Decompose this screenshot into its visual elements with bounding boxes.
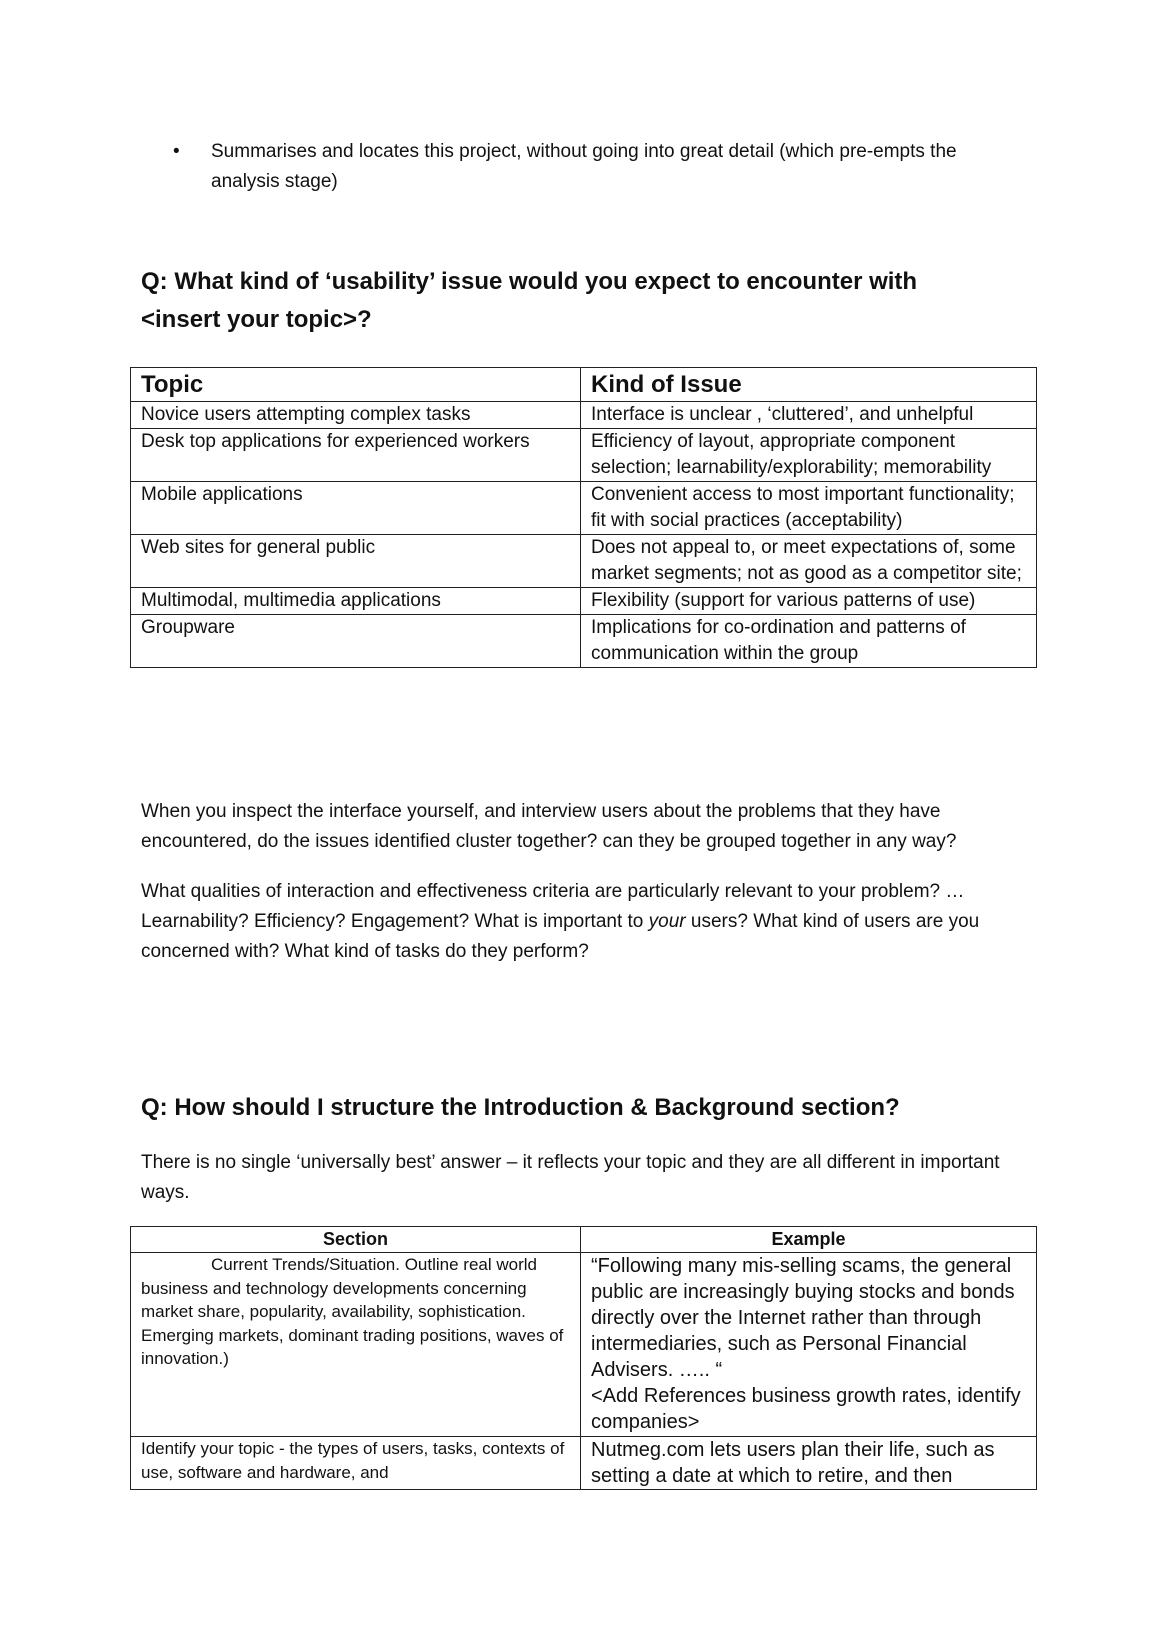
- example-quote: “Following many mis-selling scams, the general public are increasingly buying stocks and bonds directly over the Internet rather than through intermediaries, such as Personal Financial Advisers. ….. “: [591, 1255, 1015, 1381]
- table-header-row: [131, 368, 1037, 402]
- qualities-text-after: users? What kind of users are you concerned with? What kind of tasks do they perform?: [141, 911, 980, 962]
- issue-cell: Does not appeal to, or meet expectations of, some market segments; not as good as a competitor site;: [581, 535, 1037, 588]
- column-header-topic: Topic: [131, 368, 581, 402]
- section-cell: [131, 1253, 581, 1437]
- topic-cell: Novice users attempting complex tasks: [131, 402, 581, 429]
- topic-cell: Mobile applications: [131, 482, 581, 535]
- topic-cell: Groupware: [131, 615, 581, 668]
- table-row: [131, 482, 1037, 535]
- qualities-paragraph: [141, 877, 1041, 967]
- table-row: [131, 588, 1037, 615]
- usability-question-heading: Q: What kind of ‘usability’ issue would you expect to encounter with <insert your topic>?: [141, 268, 918, 333]
- issue-cell: Flexibility (support for various patterns of use): [581, 588, 1037, 615]
- table-row: [131, 1253, 1037, 1437]
- issue-cell: Implications for co-ordination and patterns of communication within the group: [581, 615, 1037, 668]
- column-header-example: Example: [581, 1227, 1037, 1253]
- issue-cell: Convenient access to most important functionality; fit with social practices (acceptability): [581, 482, 1037, 535]
- issue-cell: Interface is unclear , ‘cluttered’, and unhelpful: [581, 402, 1037, 429]
- example-cell: [581, 1437, 1037, 1490]
- table-row: [131, 402, 1037, 429]
- example-text: Nutmeg.com lets users plan their life, such as setting a date at which to retire, and then: [591, 1439, 995, 1487]
- example-cell: [581, 1253, 1037, 1437]
- cluster-question-paragraph: When you inspect the interface yourself, and interview users about the problems that they have encountered, do the issues identified cluster together? can they be grouped together in any way?: [141, 801, 957, 852]
- bullet-text: Summarises and locates this project, without going into great detail (which pre-empts the analysis stage): [211, 141, 957, 192]
- topic-cell: Multimodal, multimedia applications: [131, 588, 581, 615]
- usability-issues-table: [130, 367, 1037, 668]
- section-example-table: [130, 1226, 1037, 1490]
- section-cell: Identify your topic - the types of users, tasks, contexts of use, software and hardware, and: [131, 1437, 581, 1490]
- example-references-note: <Add References business growth rates, identify companies>: [591, 1385, 1021, 1433]
- issue-cell: Efficiency of layout, appropriate component selection; learnability/explorability; memorability: [581, 429, 1037, 482]
- table-header-row: [131, 1227, 1037, 1253]
- table-row: [131, 1437, 1037, 1490]
- column-header-section: Section: [131, 1227, 581, 1253]
- table-row: [131, 535, 1037, 588]
- section-cell-text: Current Trends/Situation. Outline real world business and technology developments concerning market share, popularity, availability, sophistication. Emerging markets, dominant trading positions, waves of innovation.): [141, 1255, 564, 1368]
- table-row: [131, 615, 1037, 668]
- topic-cell: Web sites for general public: [131, 535, 581, 588]
- topic-cell: Desk top applications for experienced workers: [131, 429, 581, 482]
- structure-intro-paragraph: There is no single ‘universally best’ answer – it reflects your topic and they are all different in important ways.: [141, 1152, 1000, 1203]
- table-row: [131, 429, 1037, 482]
- structure-question-heading: Q: How should I structure the Introduction & Background section?: [141, 1094, 900, 1121]
- qualities-text-before: What qualities of interaction and effectiveness criteria are particularly relevant to your problem? … Learnability? Efficiency? Engagement? What is important to: [141, 881, 965, 932]
- qualities-emphasis: your: [648, 911, 686, 932]
- column-header-kind-of-issue: Kind of Issue: [581, 368, 1037, 402]
- bullet-icon: •: [173, 141, 180, 162]
